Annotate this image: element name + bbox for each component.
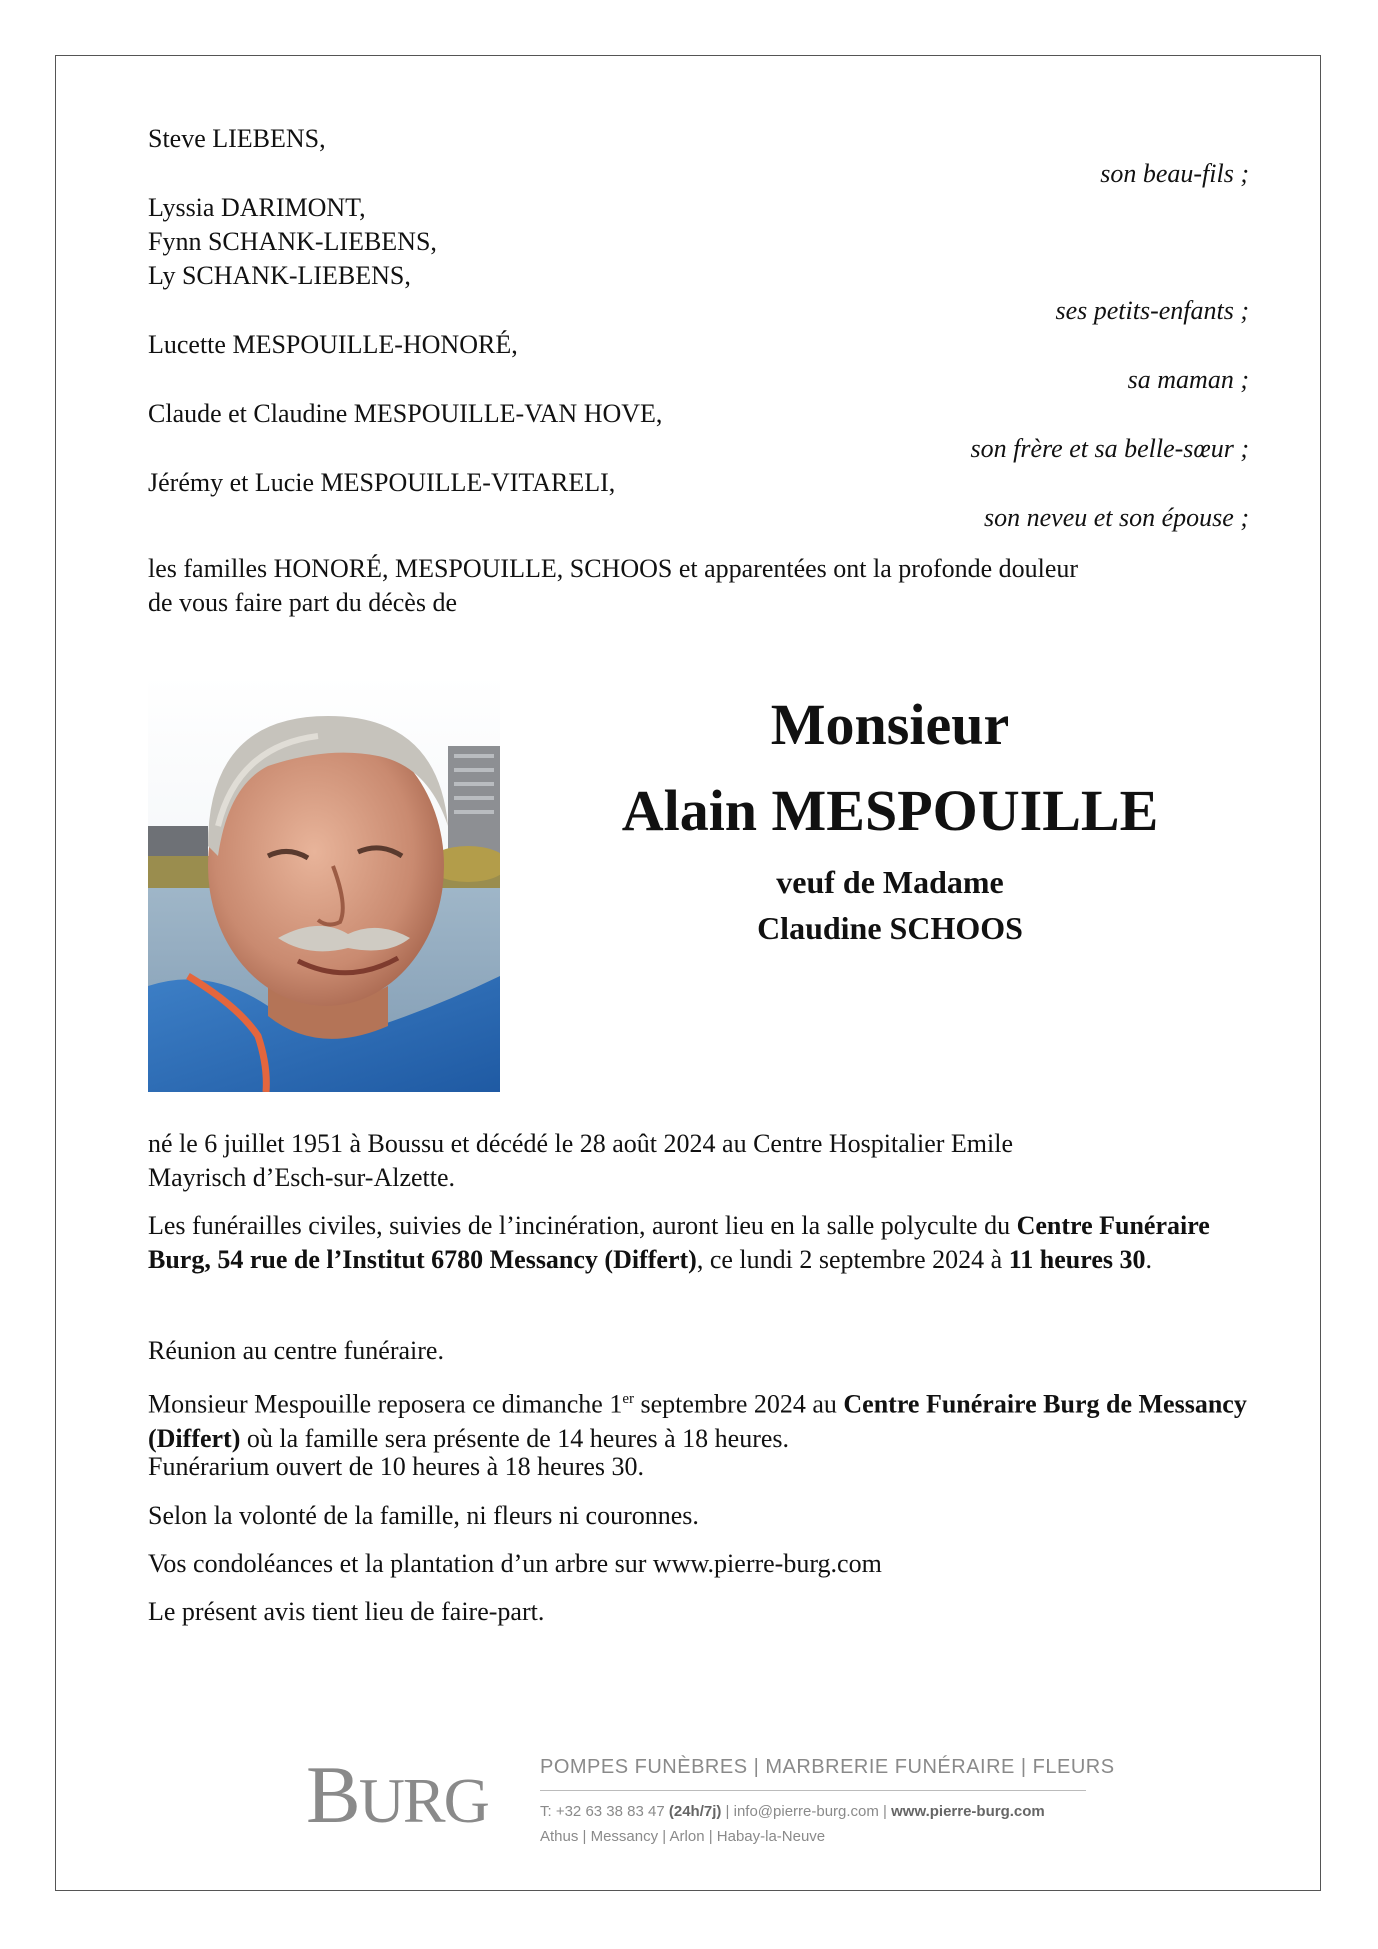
phone-hours: (24h/7j) xyxy=(668,1803,722,1820)
funeral-time: 11 heures 30 xyxy=(1008,1245,1146,1274)
rest-text: Monsieur Mespouille reposera ce dimanche 1 xyxy=(148,1389,623,1419)
family-name: Fynn SCHANK-LIEBENS, xyxy=(148,227,437,256)
notice-text: Le présent avis tient lieu de faire-part. xyxy=(148,1597,545,1626)
rest-text: où la famille sera présente de 14 heures à 18 heures. xyxy=(240,1423,790,1453)
intro-text: de vous faire part du décès de xyxy=(148,588,457,617)
birth-death-text: né le 6 juillet 1951 à Boussu et décédé le 28 août 2024 au Centre Hospitalier Emile xyxy=(148,1129,1013,1158)
reunion-text: Réunion au centre funéraire. xyxy=(148,1336,444,1365)
birth-death-text: Mayrisch d’Esch-sur-Alzette. xyxy=(148,1163,456,1192)
family-relation: ses petits-enfants ; xyxy=(1055,296,1249,325)
funeral-paragraph xyxy=(148,1209,1258,1277)
funeral-text: . xyxy=(1145,1245,1152,1274)
locations-line: Athus | Messancy | Arlon | Habay-la-Neuve xyxy=(540,1828,826,1845)
family-relation: son frère et sa belle-sœur ; xyxy=(970,434,1249,463)
family-name: Claude et Claudine MESPOUILLE-VAN HOVE, xyxy=(148,399,663,428)
family-relation: sa maman ; xyxy=(1127,365,1249,394)
contact-line xyxy=(540,1803,1045,1820)
salutation: Monsieur xyxy=(770,692,1010,757)
services-line: POMPES FUNÈBRES | MARBRERIE FUNÉRAIRE | FLEURS xyxy=(540,1756,1115,1778)
flowers-text: Selon la volonté de la famille, ni fleurs ni couronnes. xyxy=(148,1501,699,1530)
website-link[interactable]: www.pierre-burg.com xyxy=(891,1803,1045,1820)
burg-logo xyxy=(306,1748,488,1842)
phone-number: T: +32 63 38 83 47 xyxy=(540,1803,669,1820)
family-name: Lyssia DARIMONT, xyxy=(148,193,366,222)
family-relation: son beau-fils ; xyxy=(1100,159,1249,188)
family-relation: son neveu et son épouse ; xyxy=(984,503,1249,532)
footer-divider xyxy=(540,1790,1086,1791)
widow-line: veuf de Madame xyxy=(776,864,1004,900)
rest-location: Centre Funéraire Burg de Messancy (Differt) xyxy=(148,1389,1247,1453)
family-name: Jérémy et Lucie MESPOUILLE-VITARELI, xyxy=(148,468,616,497)
family-name: Steve LIEBENS, xyxy=(148,124,326,153)
funeral-text: Les funérailles civiles, suivies de l’incinération, auront lieu en la salle polyculte du xyxy=(148,1211,1017,1240)
funerarium-hours: Funérarium ouvert de 10 heures à 18 heures 30. xyxy=(148,1452,645,1481)
intro-text: les familles HONORÉ, MESPOUILLE, SCHOOS et apparentées ont la profonde douleur xyxy=(148,554,1079,583)
rest-text: septembre 2024 au xyxy=(634,1389,844,1419)
rest-paragraph xyxy=(148,1382,1258,1456)
funeral-location: Centre Funéraire Burg, 54 rue de l’Institut 6780 Messancy (Differt) xyxy=(148,1211,1210,1274)
condolences-text: Vos condoléances et la plantation d’un arbre sur www.pierre-burg.com xyxy=(148,1549,882,1578)
logo-initial: B xyxy=(306,1749,359,1840)
email-address: | info@pierre-burg.com | xyxy=(721,1803,892,1820)
family-name: Lucette MESPOUILLE-HONORÉ, xyxy=(148,330,518,359)
widow-line: Claudine SCHOOS xyxy=(757,910,1023,946)
ordinal-suffix: er xyxy=(622,1391,635,1407)
portrait-photo xyxy=(148,676,500,1092)
funeral-text: , ce lundi 2 septembre 2024 à xyxy=(696,1245,1009,1274)
deceased-name: Alain MESPOUILLE xyxy=(621,778,1159,843)
logo-text: URG xyxy=(358,1765,488,1836)
family-name: Ly SCHANK-LIEBENS, xyxy=(148,261,411,290)
